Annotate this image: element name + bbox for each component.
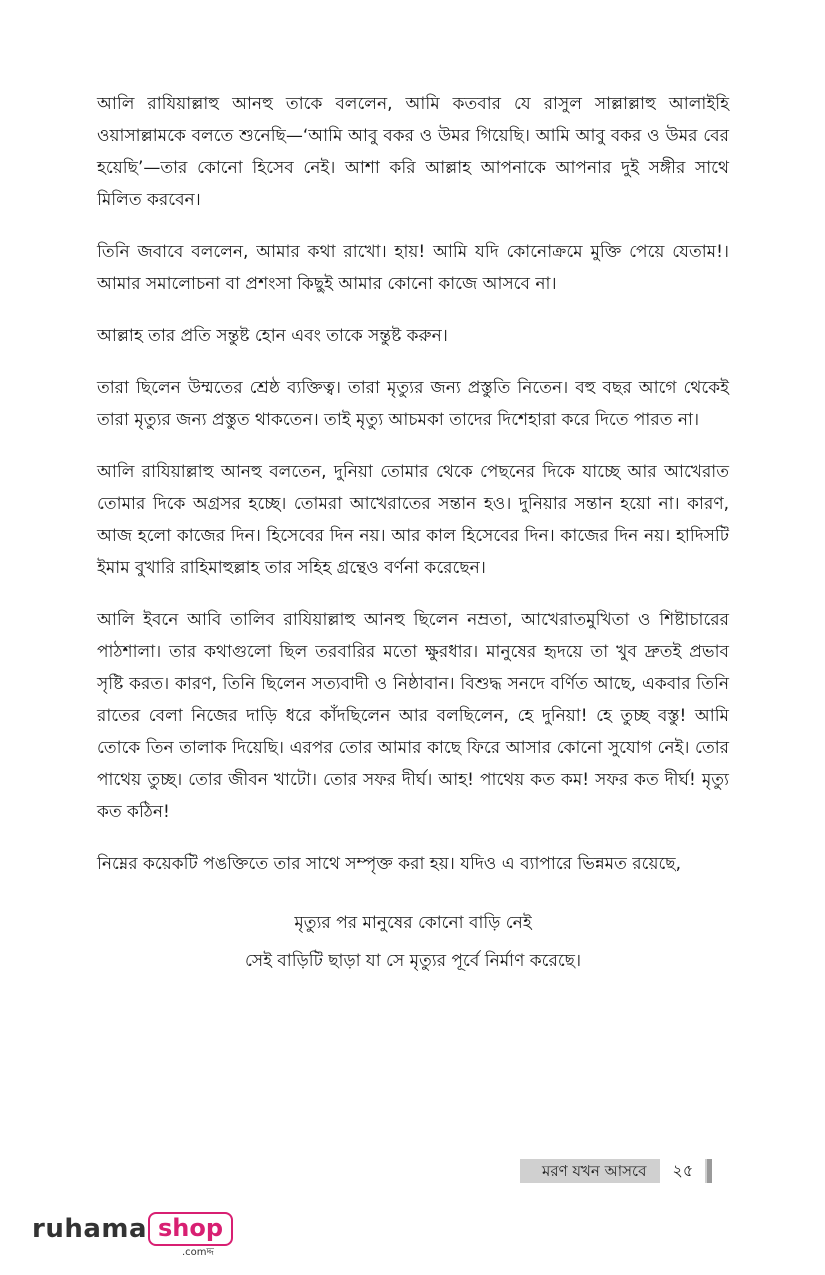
poem-verse	[97, 904, 729, 980]
paragraph-2: তিনি জবাবে বললেন, আমার কথা রাখো। হায়! আমি যদি কোনোক্রমে মুক্তি পেয়ে যেতাম!। আমার সমালোচনা বা প্রশংসা কিছুই আমার কোনো কাজে আসবে না।	[97, 242, 729, 294]
logo-brand-text: ruhama	[32, 1214, 148, 1244]
chapter-title-tab: মরণ যখন আসবে	[520, 1159, 660, 1183]
paragraph-7: নিম্নের কয়েকটি পঙক্তিতে তার সাথে সম্পৃক্ত করা হয়। যদিও এ ব্যাপারে ভিন্নমত রয়েছে,	[97, 854, 682, 874]
logo-domain-text: .comদ্দ	[182, 1247, 214, 1258]
ruhama-shop-logo	[32, 1212, 232, 1258]
paragraph-4: তারা ছিলেন উম্মতের শ্রেষ্ঠ ব্যক্তিত্ব। তারা মৃত্যুর জন্য প্রস্তুতি নিতেন। বহু বছর আগে থেকেই তারা মৃত্যুর জন্য প্রস্তুত থাকতেন। তাই মৃত্যু আচমকা তাদের দিশেহারা করে দিতে পারত না।	[97, 378, 729, 430]
page-edge-bar	[705, 1159, 712, 1183]
paragraph-1: আলি রাযিয়াল্লাহু আনহু তাকে বললেন, আমি কতবার যে রাসুল সাল্লাল্লাহু আলাইহি ওয়াসাল্লামকে বলতে শুনেছি—‘আমি আবু বকর ও উমর গিয়েছি। আমি আবু বকর ও উমর বের হয়েছি’—তার কোনো হিসেব নেই। আশা করি আল্লাহ আপনাকে আপনার দুই সঙ্গীর সাথে মিলিত করবেন।	[97, 94, 729, 210]
paragraph-5: আলি রাযিয়াল্লাহু আনহু বলতেন, দুনিয়া তোমার থেকে পেছনের দিকে যাচ্ছে আর আখেরাত তোমার দিকে অগ্রসর হচ্ছে। তোমরা আখেরাতের সন্তান হও। দুনিয়ার সন্তান হয়ো না। কারণ, আজ হলো কাজের দিন। হিসেবের দিন নয়। আর কাল হিসেবের দিন। কাজের দিন নয়। হাদিসটি ইমাম বুখারি রাহিমাহুল্লাহ তার সহিহ গ্রন্থেও বর্ণনা করেছেন।	[97, 462, 729, 578]
page-number: ২৫	[672, 1160, 694, 1180]
paragraph-3: আল্লাহ তার প্রতি সন্তুষ্ট হোন এবং তাকে সন্তুষ্ট করুন।	[97, 326, 448, 346]
page-body	[97, 88, 729, 980]
logo-shop-badge: shop	[148, 1212, 233, 1246]
verse-line-2: সেই বাড়িটি ছাড়া যা সে মৃত্যুর পূর্বে নির্মাণ করেছে।	[244, 951, 582, 971]
verse-line-1: মৃত্যুর পর মানুষের কোনো বাড়ি নেই	[294, 913, 532, 933]
paragraph-6: আলি ইবনে আবি তালিব রাযিয়াল্লাহু আনহু ছিলেন নম্রতা, আখেরাতমুখিতা ও শিষ্টাচারের পাঠশালা। তার কথাগুলো ছিল তরবারির মতো ক্ষুরধার। মানুষের হৃদয়ে তা খুব দ্রুতই প্রভাব সৃষ্টি করত। কারণ, তিনি ছিলেন সত্যবাদী ও নিষ্ঠাবান। বিশুদ্ধ সনদে বর্ণিত আছে, একবার তিনি রাতের বেলা নিজের দাড়ি ধরে কাঁদছিলেন আর বলছিলেন, হে দুনিয়া! হে তুচ্ছ বস্তু! আমি তোকে তিন তালাক দিয়েছি। এরপর তোর আমার কাছে ফিরে আসার কোনো সুযোগ নেই। তোর পাথেয় তুচ্ছ। তোর জীবন খাটো। তোর সফর দীর্ঘ। আহ! পাথেয় কত কম! সফর কত দীর্ঘ! মৃত্যু কত কঠিন!	[97, 610, 729, 822]
page-footer	[520, 1159, 712, 1183]
